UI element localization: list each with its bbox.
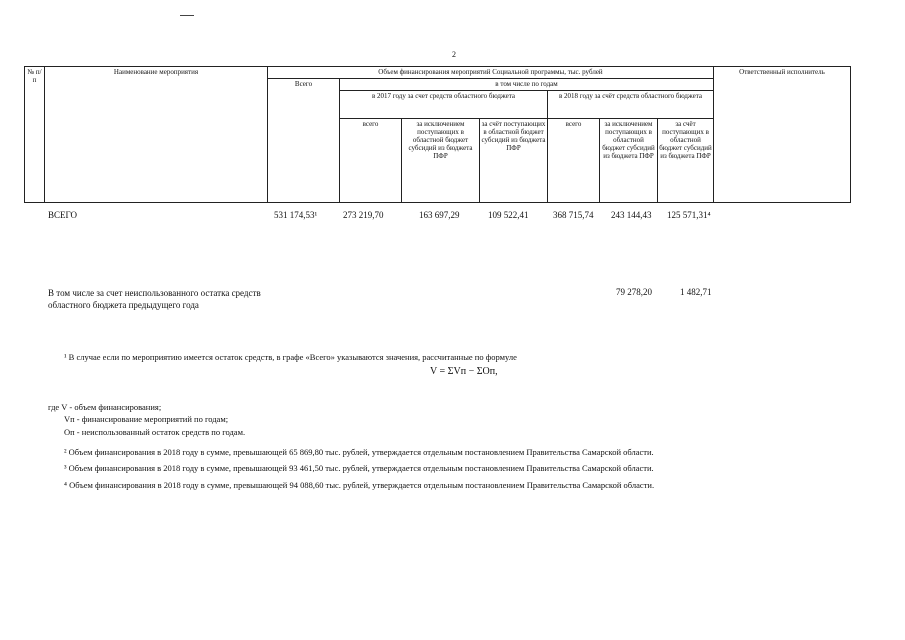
total-2017-all: 273 219,70 <box>343 210 384 220</box>
top-dash-mark <box>180 15 194 16</box>
header-by-years: в том числе по годам <box>340 79 714 91</box>
formula: V = ΣVп − ΣOп, <box>430 366 498 377</box>
total-2018-pfr: 125 571,31⁴ <box>667 210 711 220</box>
footnote-4: ⁴ Объем финансирования в 2018 году в сумме, превышающей 94 088,60 тыс. рублей, утверждается отдельным постановлением Правительства Самарской области. <box>64 480 655 490</box>
total-value: 531 174,53¹ <box>274 210 318 220</box>
residual-2018-all: 79 278,20 <box>616 287 652 297</box>
total-label: ВСЕГО <box>48 210 77 220</box>
residual-label: В том числе за счет неиспользованного остатка средств областного бюджета предыдущего года <box>48 288 261 310</box>
header-year-2018: в 2018 году за счёт средств областного бюджета <box>548 91 714 119</box>
header-num: № п/п <box>25 67 45 203</box>
footnote-1: ¹ В случае если по мероприятию имеется остаток средств, в графе «Всего» указываются значения, рассчитанные по формуле <box>64 352 517 362</box>
header-total: Всего <box>268 79 340 203</box>
total-2017-pfr: 109 522,41 <box>488 210 529 220</box>
page-number: 2 <box>452 50 456 59</box>
header-name: Наименование мероприятия <box>45 67 268 203</box>
header-2017-all: всего <box>340 119 402 203</box>
header-financing: Объем финансирования мероприятий Социальной программы, тыс. рублей <box>268 67 714 79</box>
total-2017-excl: 163 697,29 <box>419 210 460 220</box>
legend-line-2: Vп - финансирование мероприятий по годам; <box>64 414 229 424</box>
header-2017-pfr: за счёт поступающих в областной бюджет субсидий из бюджета ПФР <box>480 119 548 203</box>
legend-line-3: Оп - неиспользованный остаток средств по годам. <box>64 427 246 437</box>
header-2018-excl: за исключением поступающих в областной бюджет субсидий из бюджета ПФР <box>600 119 658 203</box>
header-2017-excl: за исключением поступающих в областной бюджет субсидий из бюджета ПФР <box>402 119 480 203</box>
header-year-2017: в 2017 году за счет средств областного бюджета <box>340 91 548 119</box>
total-2018-excl: 243 144,43 <box>611 210 652 220</box>
footnote-2: ² Объем финансирования в 2018 году в сумме, превышающей 65 869,80 тыс. рублей, утверждается отдельным постановлением Правительства Самарской области. <box>64 447 654 457</box>
footnote-3: ³ Объем финансирования в 2018 году в сумме, превышающей 93 461,50 тыс. рублей, утверждается отдельным постановлением Правительства Самарской области. <box>64 463 654 473</box>
financing-table-header <box>24 66 851 203</box>
header-2018-all: всего <box>548 119 600 203</box>
legend-line-1: где V - объем финансирования; <box>48 402 162 412</box>
residual-2018-excl: 1 482,71 <box>680 287 712 297</box>
total-2018-all: 368 715,74 <box>553 210 594 220</box>
header-executor: Ответственный исполнитель <box>714 67 851 203</box>
header-2018-pfr: за счёт поступающих в областной бюджет субсидий из бюджета ПФР <box>658 119 714 203</box>
